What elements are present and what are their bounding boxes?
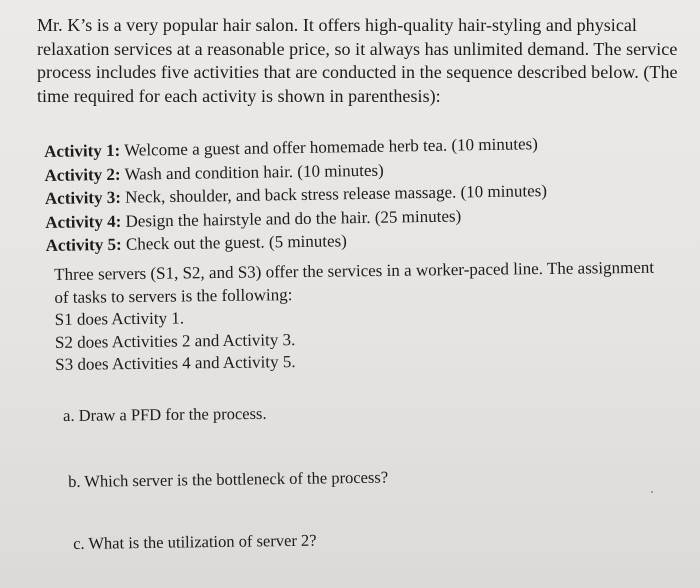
intro-paragraph xyxy=(37,14,687,108)
intro-line: relaxation services at a reasonable price, so it always has unlimited demand. The service xyxy=(37,38,678,59)
activity-label: Activity 1: xyxy=(44,140,121,161)
server-line: S3 does Activities 4 and Activity 5. xyxy=(55,352,296,374)
paper-speck xyxy=(651,491,653,493)
activity-description: Welcome a guest and offer homemade herb tea. (10 minutes) xyxy=(120,134,538,160)
activity-label: Activity 4: xyxy=(45,211,122,232)
activity-description: Wash and condition hair. (10 minutes) xyxy=(120,160,384,184)
question-b: b. Which server is the bottleneck of the process? xyxy=(68,467,389,491)
activity-label: Activity 2: xyxy=(44,164,121,185)
activity-list xyxy=(44,130,666,257)
server-line: Three servers (S1, S2, and S3) offer the services in a worker-paced line. The assignment xyxy=(54,257,655,284)
activity-description: Design the hairstyle and do the hair. (25 minutes) xyxy=(121,205,462,231)
activity-label: Activity 5: xyxy=(45,234,122,255)
intro-line: Mr. K’s is a very popular hair salon. It offers high-quality hair-styling and physical xyxy=(37,15,637,35)
activity-label: Activity 3: xyxy=(44,187,122,208)
intro-line: time required for each activity is shown in parenthesis): xyxy=(37,85,441,106)
intro-line: process includes five activities that are conducted in the sequence described below. (The xyxy=(37,62,678,82)
question-c: c. What is the utilization of server 2? xyxy=(73,530,317,553)
server-line: of tasks to servers is the following: xyxy=(54,284,293,307)
activity-description: Check out the guest. (5 minutes) xyxy=(121,231,348,254)
question-a: a. Draw a PFD for the process. xyxy=(63,403,267,425)
server-line: S1 does Activity 1. xyxy=(54,308,185,329)
activity-description: Neck, shoulder, and back stress release massage. (10 minutes) xyxy=(120,181,548,207)
server-line: S2 does Activities 2 and Activity 3. xyxy=(54,329,296,352)
server-assignment-paragraph xyxy=(54,256,685,376)
